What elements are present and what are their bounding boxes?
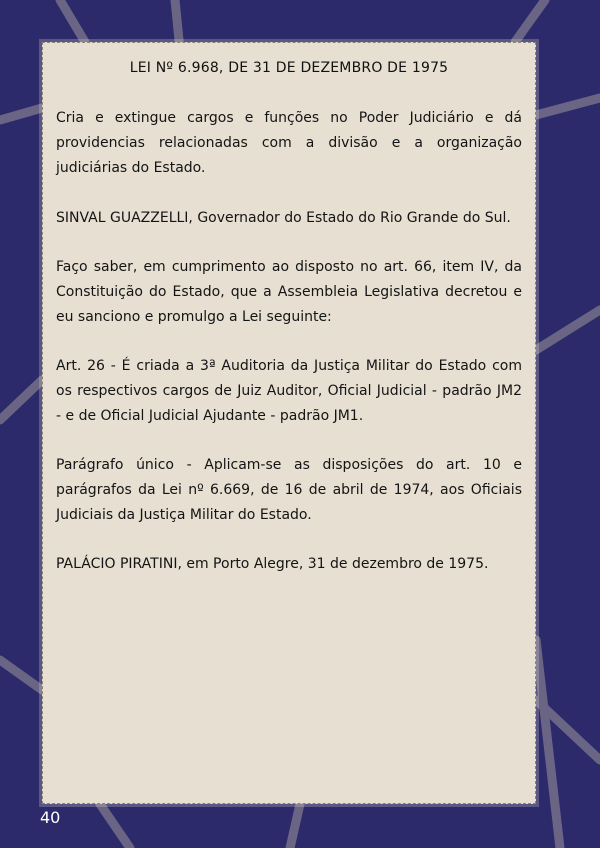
governor-paragraph: SINVAL GUAZZELLI, Governador do Estado do Rio Grande do Sul. xyxy=(56,210,511,226)
law-title: LEI Nº 6.968, DE 31 DE DEZEMBRO DE 1975 xyxy=(129,60,449,76)
enactment-paragraph: Faço saber, em cumprimento ao disposto no art. 66, item IV, da Constituição do Estado, que a Assembleia Legislativa decretou e eu sanciono e promulgo a Lei seguinte: xyxy=(56,259,522,325)
article-26-paragraph: Art. 26 - É criada a 3ª Auditoria da Justiça Militar do Estado com os respectivos cargos de Juiz Auditor, Oficial Judicial - padrão JM2 - e de Oficial Judicial Ajudante - padrão JM1. xyxy=(56,358,522,424)
page-number: 40 xyxy=(40,808,61,827)
document-card xyxy=(42,42,536,804)
law-summary-paragraph: Cria e extingue cargos e funções no Poder Judiciário e dá providencias relacionadas com a divisão e a organização judiciárias do Estado. xyxy=(56,110,522,176)
signature-place-date-paragraph: PALÁCIO PIRATINI, em Porto Alegre, 31 de dezembro de 1975. xyxy=(56,556,489,572)
sole-paragraph: Parágrafo único - Aplicam-se as disposições do art. 10 e parágrafos da Lei nº 6.669, de 16 de abril de 1974, aos Oficiais Judiciais da Justiça Militar do Estado. xyxy=(56,457,522,523)
